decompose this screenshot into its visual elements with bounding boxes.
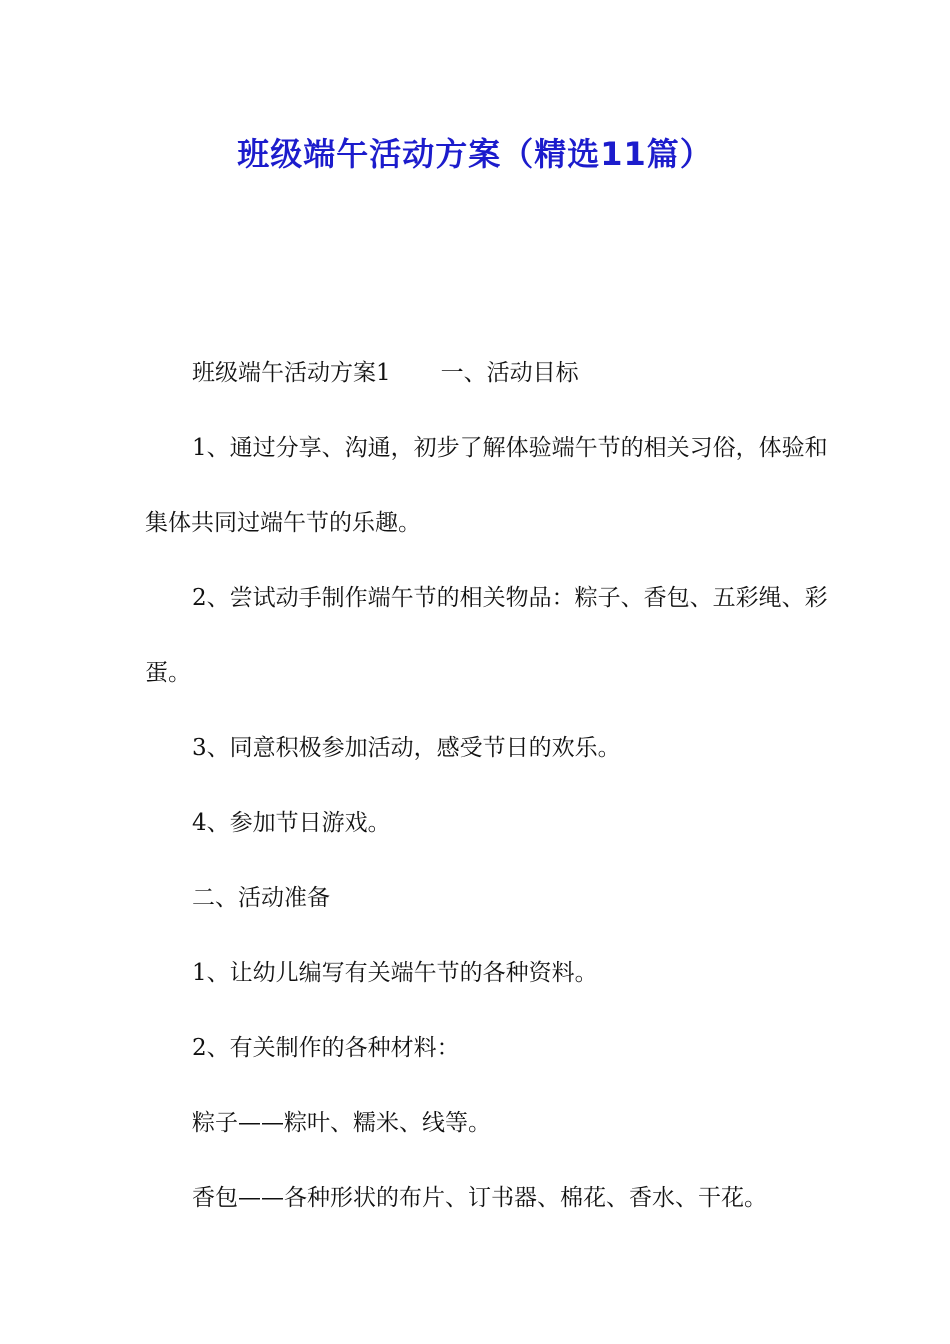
paragraph-goal-4: 4、参加节日游戏。 [192,810,391,836]
paragraph-prep-2: 2、有关制作的各种材料： [192,1035,460,1061]
goal-heading: 一、活动目标 [440,360,579,386]
paragraph-goal-3: 3、同意积极参加活动，感受节日的欢乐。 [192,735,621,761]
document-title: 班级端午活动方案（精选11篇） [237,135,713,173]
paragraph-goal-2: 2、尝试动手制作端午节的相关物品：粽子、香包、五彩绳、彩蛋。 [145,585,828,686]
paragraph-prep-1: 1、让幼儿编写有关端午节的各种资料。 [192,960,598,986]
section-heading [145,336,835,411]
paragraph-goal-1: 1、通过分享、沟通，初步了解体验端午节的相关习俗，体验和集体共同过端午节的乐趣。 [145,435,828,536]
paragraph-zongzi: 粽子——粽叶、糯米、线等。 [192,1110,491,1136]
plan-heading: 班级端午活动方案1 [192,360,391,386]
paragraph-sachet: 香包——各种形状的布片、订书器、棉花、香水、干花。 [192,1185,767,1211]
section-heading-prep: 二、活动准备 [192,885,330,911]
document-body [145,336,835,1236]
